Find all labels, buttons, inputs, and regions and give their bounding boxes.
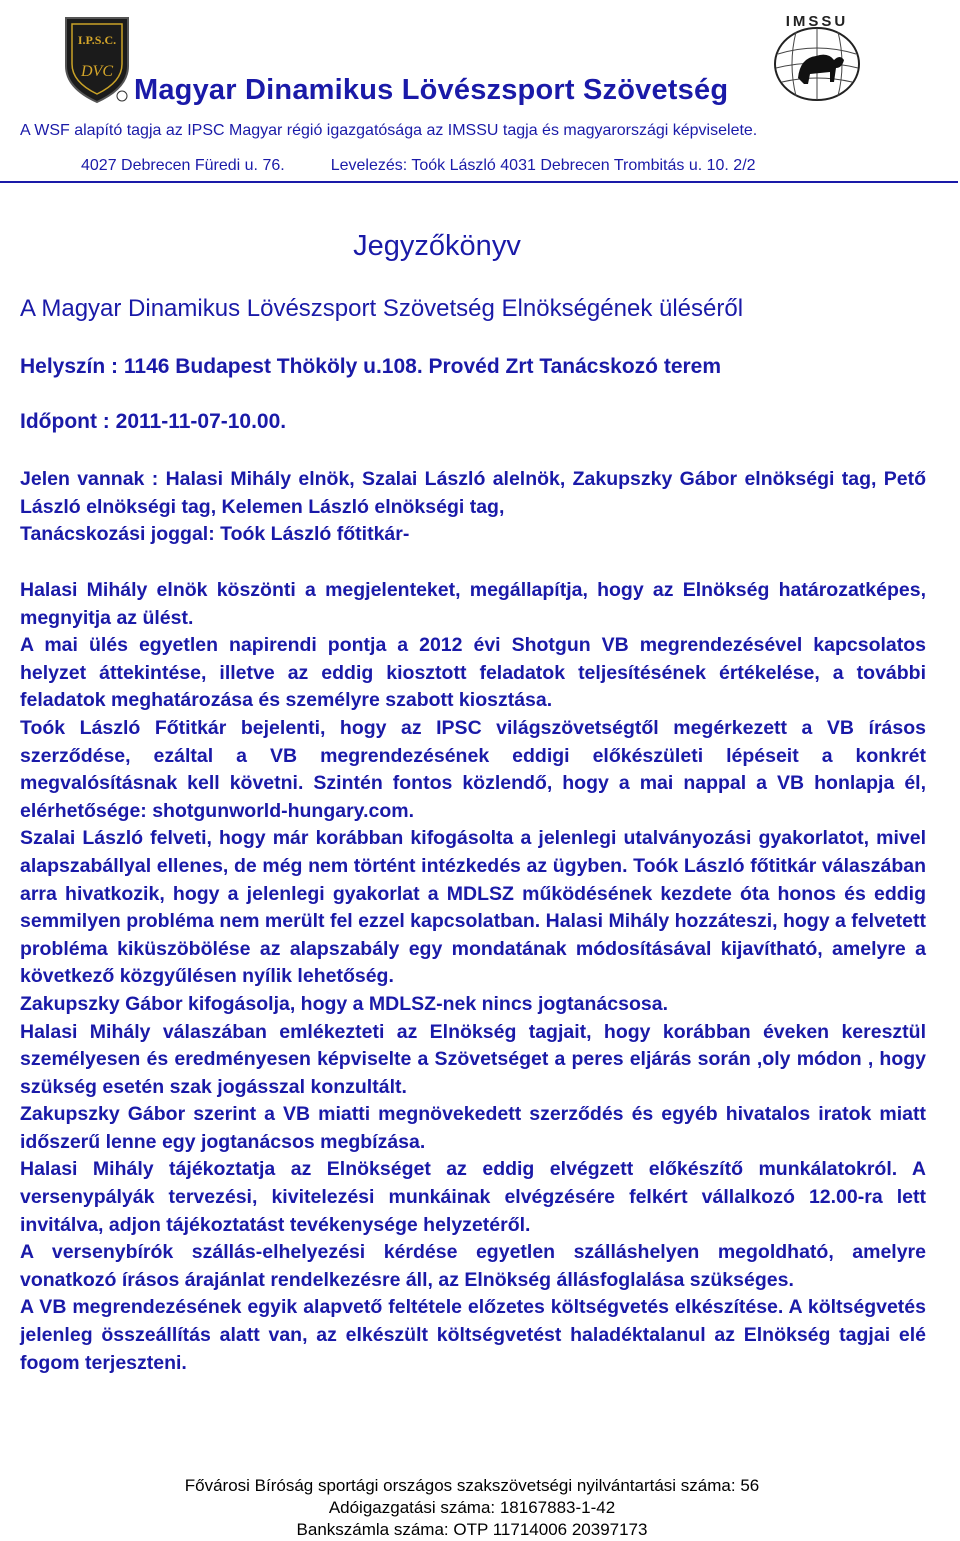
minutes-paragraph: Zakupszky Gábor kifogásolja, hogy a MDLSZ-nek nincs jogtanácsosa. xyxy=(20,992,668,1015)
minutes-paragraph: Halasi Mihály válaszában emlékezteti az Elnökség tagjait, hogy korábban éveken keresztül személyesen és eredményesen képviselte a Szövetséget a peres eljárás során ,oly módon , hogy szükség esetén szak jogásszal konzultált. xyxy=(20,1020,926,1098)
minutes-paragraph: A versenybírók szállás-elhelyezési kérdése egyetlen szálláshelyen megoldható, amelyre vonatkozó írásos árajánlat rendelkezésre áll, az Elnökség állásfoglalása szükséges. xyxy=(20,1241,926,1291)
meeting-time xyxy=(20,410,286,434)
time-value: 2011-11-07-10.00. xyxy=(115,410,287,433)
location-value: 1146 Budapest Thököly u.108. Provéd Zrt Tanácskozó terem xyxy=(123,355,722,378)
address-right: Levelezés: Toók László 4031 Debrecen Trombitás u. 10. 2/2 xyxy=(330,157,756,174)
attendees-section xyxy=(20,466,926,549)
ipsc-logo xyxy=(60,14,134,104)
advisory-attendee: Tanácskozási joggal: Toók László főtitkár- xyxy=(20,523,410,546)
header-divider xyxy=(0,181,958,183)
page-footer xyxy=(0,1475,944,1541)
ipsc-logo-text: I.P.S.C. xyxy=(77,33,117,47)
time-label: Időpont : xyxy=(20,410,110,433)
attendees-list: Jelen vannak : Halasi Mihály elnök, Szalai László alelnök, Zakupszky Gábor elnökségi tag, Pető László elnökségi tag, Kelemen László elnökségi tag, xyxy=(20,468,926,518)
organization-address xyxy=(81,157,756,175)
document-subtitle: A Magyar Dinamikus Lövészsport Szövetség Elnökségének üléséről xyxy=(20,295,744,322)
organization-title: Magyar Dinamikus Lövészsport Szövetség xyxy=(134,74,729,106)
svg-text:DVC: DVC xyxy=(81,63,113,80)
meeting-location xyxy=(20,355,721,379)
footer-tax-number: Adóigazgatási száma: 18167883-1-42 xyxy=(328,1498,616,1517)
imssu-logo xyxy=(758,8,876,104)
minutes-paragraph: A mai ülés egyetlen napirendi pontja a 2012 évi Shotgun VB megrendezésével kapcsolatos helyzet áttekintése, illetve az eddig kiosztott feladatok teljesítésének értékelése, a további feladatok meghatározása és személyre szabott kiosztása. xyxy=(20,634,926,712)
footer-bank-account: Bankszámla száma: OTP 11714006 20397173 xyxy=(296,1520,648,1539)
minutes-paragraph: Szalai László felveti, hogy már korábban kifogásolta a jelenlegi utalványozási gyakorlatot, mivel alapszabállyal ellenes, de még nem történt intézkedés az ügyben. Toók László főtitkár válaszában arra hivatkozik, hogy a jelenlegi gyakorlat a MDLSZ működésének kezdete óta honos és eddig semmilyen probléma nem merült fel ezzel kapcsolatban. Halasi Mihály hozzáteszi, hogy a felvetett probléma kiküszöbölése az alapszabály egy mondatának módosításával kijavítható, amelyre a következő közgyűlésen nyílik lehetőség. xyxy=(20,827,926,988)
location-label: Helyszín : xyxy=(20,355,119,378)
minutes-paragraph: Toók László Főtitkár bejelenti, hogy az IPSC világszövetségtől megérkezett a VB írásos szerződése, ezáltal a VB megrendezésének eddigi előkészületi lépéseit a konkrét megvalósításnak kell követni. Szintén fontos közlendő, hogy a mai nappal a VB honlapja él, elérhetősége: shotgunworld-hungary.com. xyxy=(20,716,926,822)
imssu-ram-icon xyxy=(758,8,876,104)
document-title: Jegyzőkönyv xyxy=(353,230,521,262)
ipsc-shield-icon xyxy=(60,14,134,104)
minutes-paragraph: Halasi Mihály tájékoztatja az Elnökséget az eddig elvégzett előkészítő munkálatokról. A versenypályák tervezési, kivitelezési munkáinak elvégzésére felkért vállalkozó 12.00-ra lett invitálva, adjon tájékoztatást tevékenysége helyzetéről. xyxy=(20,1158,926,1236)
footer-registry-number: Fővárosi Bíróság sportági országos szakszövetségi nyilvántartási száma: 56 xyxy=(184,1476,760,1495)
minutes-paragraph: Halasi Mihály elnök köszönti a megjelenteket, megállapítja, hogy az Elnökség határozatképes, megnyitja az ülést. xyxy=(20,579,926,629)
minutes-paragraph: Zakupszky Gábor szerint a VB miatti megnövekedett szerződés és egyéb hivatalos iratok miatt időszerű lenne egy jogtanácsos megbízása. xyxy=(20,1103,926,1153)
address-left: 4027 Debrecen Füredi u. 76. xyxy=(81,157,285,174)
minutes-body xyxy=(20,577,926,1377)
organization-subtitle: A WSF alapító tagja az IPSC Magyar régió igazgatósága az IMSSU tagja és magyarországi képviselete. xyxy=(20,122,758,139)
minutes-paragraph: A VB megrendezésének egyik alapvető feltétele előzetes költségvetés elkészítése. A költségvetés jelenleg összeállítás alatt van, az elkészült költségvetést haladéktalanul az Elnökség tagjai elé fogom terjeszteni. xyxy=(20,1296,926,1374)
imssu-logo-text: IMSSU xyxy=(785,13,849,30)
